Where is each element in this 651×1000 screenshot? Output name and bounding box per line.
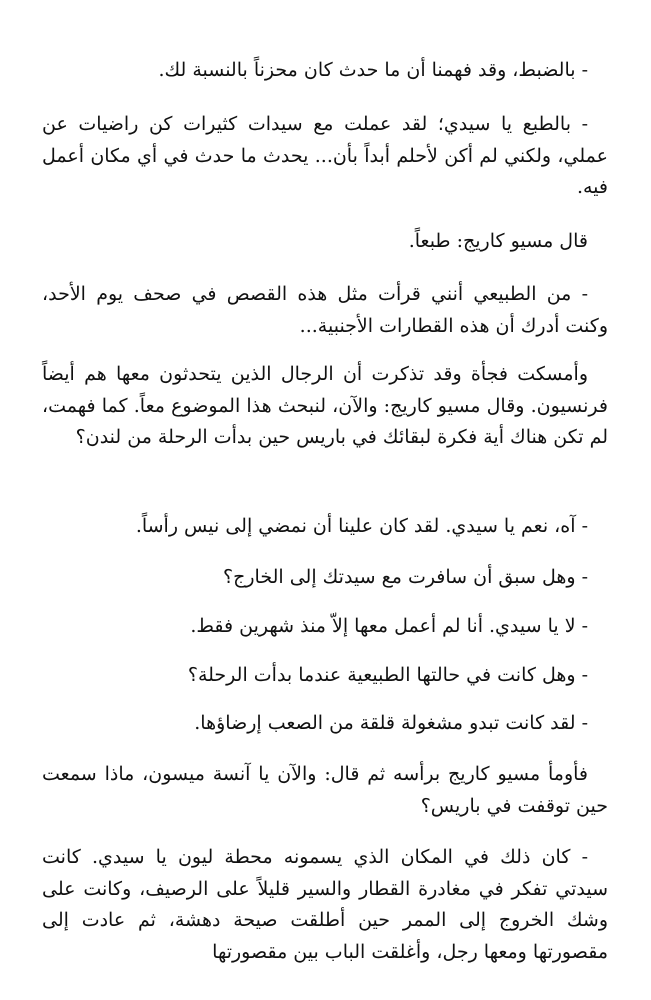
dialogue-paragraph: - من الطبيعي أنني قرأت مثل هذه القصص في صحف يوم الأحد، وكنت أدرك أن هذه القطارات الأجنبية... [42, 283, 608, 337]
book-page [42, 0, 608, 1000]
dialogue-paragraph: - وهل سبق أن سافرت مع سيدتك إلى الخارج؟ [223, 566, 588, 588]
narration-paragraph: فأومأ مسيو كاريج برأسه ثم قال: والآن يا آنسة ميسون، ماذا سمعت حين توقفت في باريس؟ [42, 763, 608, 817]
dialogue-paragraph: - لا يا سيدي. أنا لم أعمل معها إلاّ منذ شهرين فقط. [190, 615, 588, 637]
dialogue-paragraph: - بالضبط، وقد فهمنا أن ما حدث كان محزناً بالنسبة لك. [158, 59, 588, 81]
dialogue-paragraph: - لقد كانت تبدو مشغولة قلقة من الصعب إرضاؤها. [194, 712, 588, 734]
dialogue-paragraph: - بالطبع يا سيدي؛ لقد عملت مع سيدات كثيرات كن راضيات عن عملي، ولكني لم أكن لأحلم أبداً بأن... يحدث ما حدث في أي مكان أعمل فيه. [42, 113, 609, 198]
dialogue-paragraph: - وهل كانت في حالتها الطبيعية عندما بدأت الرحلة؟ [187, 664, 588, 686]
narration-paragraph: قال مسيو كاريج: طبعاً. [408, 230, 588, 252]
dialogue-paragraph: - آه، نعم يا سيدي. لقد كان علينا أن نمضي إلى نيس رأساً. [135, 515, 588, 537]
narration-paragraph: وأمسكت فجأة وقد تذكرت أن الرجال الذين يتحدثون معها هم أيضاً فرنسيون. وقال مسيو كاريج: والآن، لنبحث هذا الموضوع معاً. كما فهمت، لم تكن هناك أية فكرة لبقائك في باريس حين بدأت الرحلة من لندن؟ [42, 363, 608, 448]
dialogue-paragraph: - كان ذلك في المكان الذي يسمونه محطة ليون يا سيدي. كانت سيدتي تفكر في مغادرة القطار والسير قليلاً على الرصيف، وكانت على وشك الخروج إلى الممر حين أطلقت صيحة دهشة، ثم عادت إلى مقصورتها ومعها رجل، وأغلقت الباب بين مقصورتها [42, 846, 608, 963]
